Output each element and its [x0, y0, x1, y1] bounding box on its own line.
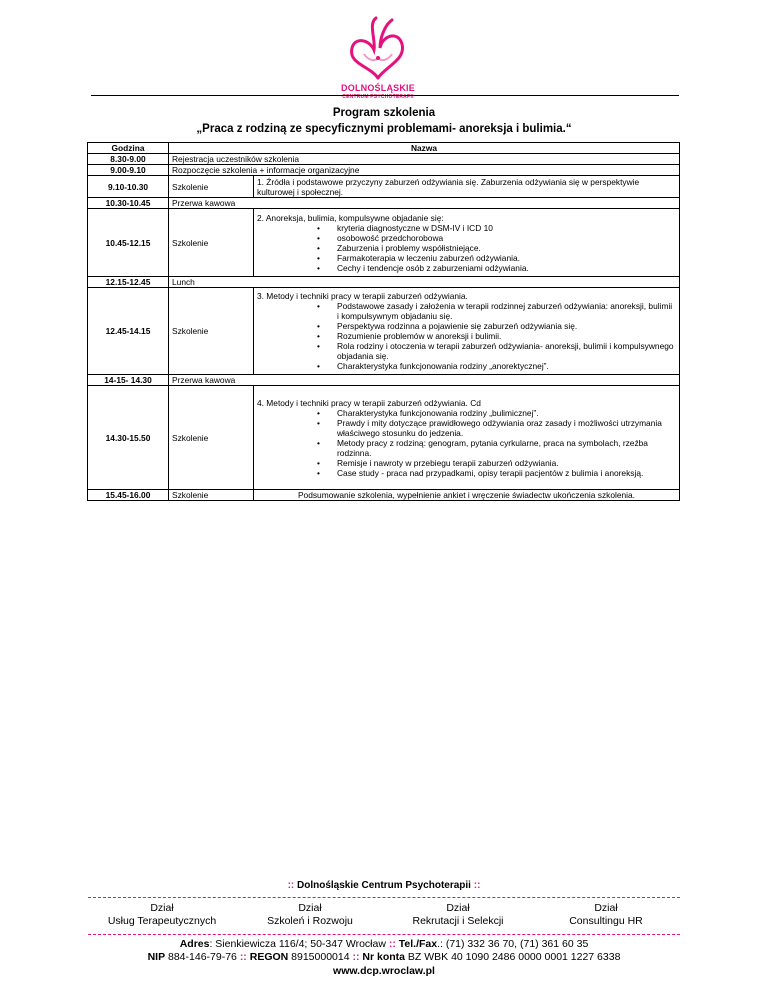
department-label: Dział: [446, 902, 470, 914]
row-time: 12.45-14.15: [88, 288, 169, 375]
department-item: [384, 902, 532, 928]
list-item: • Perspektywa rodzinna a pojawienie się zaburzeń odżywiania się.: [327, 321, 676, 331]
row-content-text: 1. Źródła i podstawowe przyczyny zaburzeń odżywiania się. Zaburzenia odżywiania się w perspektywie kulturowej i społecznej.: [257, 176, 640, 197]
row-time: 10.45-12.15: [88, 209, 169, 277]
row-time: 8.30-9.00: [88, 154, 169, 165]
row-content-text: Podsumowanie szkolenia, wypełnienie ankiet i wręczenie świadectw ukończenia szkolenia.: [297, 490, 636, 500]
list-item: • Charakterystyka funkcjonowania rodziny „anorektycznej”.: [327, 361, 676, 371]
schedule-table: [87, 142, 680, 501]
department-name: Rekrutacji i Selekcji: [412, 915, 504, 927]
bullet-list: [257, 301, 676, 371]
account-value: BZ WBK 40 1090 2486 0000 0001 1227 6338: [405, 951, 621, 963]
regon-value: 8915000014: [288, 951, 353, 963]
row-text: Przerwa kawowa: [169, 198, 680, 209]
header-divider: [91, 95, 679, 96]
row-content-heading: 3. Metody i techniki pracy w terapii zaburzeń odżywiania.: [257, 291, 468, 301]
row-content: [254, 490, 680, 501]
row-content: [254, 386, 680, 490]
tel-value: .: (71) 332 36 70, (71) 361 60 35: [437, 938, 589, 950]
document-subtitle: „Praca z rodziną ze specyficznymi problemami- anoreksja i bulimia.“: [196, 123, 572, 135]
row-time: 15.45-16.00: [88, 490, 169, 501]
header-name: Nazwa: [169, 143, 680, 154]
footer-org-name: Dolnośląskie Centrum Psychoterapii: [297, 880, 471, 891]
list-item: • osobowość przedchorobowa: [327, 233, 676, 243]
row-text: Przerwa kawowa: [169, 375, 680, 386]
department-label: Dział: [150, 902, 174, 914]
header-time: Godzina: [88, 143, 169, 154]
footer-separator: ::: [388, 938, 396, 950]
row-content-heading: 4. Metody i techniki pracy w terapii zaburzeń odżywiania. Cd: [257, 397, 481, 408]
row-time: 10.30-10.45: [88, 198, 169, 209]
department-list: [88, 902, 680, 928]
department-name: Szkoleń i Rozwoju: [267, 915, 353, 927]
list-item: • Charakterystyka funkcjonowania rodziny „bulimicznej”.: [327, 408, 676, 418]
footer-separator: ::: [352, 951, 360, 963]
row-content: [254, 288, 680, 375]
list-item: • Rola rodziny i otoczenia w terapii zaburzeń odżywiania- anoreksji, bulimii i kompulsywnego objadania się.: [327, 341, 676, 361]
footer-org-title: [88, 880, 680, 891]
row-time: 14.30-15.50: [88, 386, 169, 490]
company-logo: [318, 14, 438, 104]
table-row: [88, 277, 680, 288]
tel-label: Tel./Fax: [398, 938, 438, 950]
row-time: 14-15- 14.30: [88, 375, 169, 386]
row-type: Szkolenie: [169, 386, 254, 490]
table-row: [88, 490, 680, 501]
document-title: Program szkolenia: [332, 107, 436, 119]
row-type: Szkolenie: [169, 209, 254, 277]
footer-address-line: [88, 938, 680, 951]
row-type: Szkolenie: [169, 490, 254, 501]
list-item: • Farmakoterapia w leczeniu zaburzeń odżywiania.: [327, 253, 676, 263]
department-name: Consultingu HR: [569, 915, 643, 927]
logo-text-line1: DOLNOŚLĄSKIE: [341, 83, 415, 93]
row-type: Szkolenie: [169, 176, 254, 198]
footer-separator: ::: [239, 951, 247, 963]
list-item: • Case study - praca nad przypadkami, opisy terapii pacjentów z bulimia i anoreksją.: [327, 468, 676, 478]
row-time: 12.15-12.45: [88, 277, 169, 288]
table-row: [88, 386, 680, 490]
address-label: Adres: [179, 938, 210, 950]
table-header-row: [88, 143, 680, 154]
table-row: [88, 154, 680, 165]
department-label: Dział: [298, 902, 322, 914]
footer-separator: ::: [287, 880, 295, 891]
regon-label: REGON: [249, 951, 289, 963]
row-text: Rejestracja uczestników szkolenia: [169, 154, 680, 165]
department-name: Usług Terapeutycznych: [107, 915, 217, 927]
address-value: : Sienkiewicza 116/4; 50-347 Wrocław: [209, 938, 386, 950]
list-item: • kryteria diagnostyczne w DSM-IV i ICD 10: [327, 223, 676, 233]
row-text: Rozpoczęcie szkolenia + informacje organizacyjne: [169, 165, 680, 176]
bullet-list: [257, 408, 676, 478]
footer-divider-top: [88, 897, 680, 898]
footer-separator: ::: [473, 880, 481, 891]
row-time: 9.10-10.30: [88, 176, 169, 198]
logo-text-line2: CENTRUM PSYCHOTERAPII: [342, 94, 414, 100]
table-row: [88, 375, 680, 386]
list-item: • Cechy i tendencje osób z zaburzeniami odżywiania.: [327, 263, 676, 273]
table-row: [88, 165, 680, 176]
list-item: • Podstawowe zasady i założenia w terapii rodzinnej zaburzeń odżywiania: anoreksji, bulimii i kompulsywnym objadaniu się.: [327, 301, 676, 321]
row-type: Szkolenie: [169, 288, 254, 375]
row-content-heading: 2. Anoreksja, bulimia, kompulsywne objadanie się:: [257, 212, 444, 223]
list-item: • Prawdy i mity dotyczące prawidłowego odżywiania oraz zasady i możliwości utrzymania właściwego stosunku do jedzenia.: [327, 418, 676, 438]
website-link[interactable]: www.dcp.wroclaw.pl: [333, 965, 435, 977]
account-label: Nr konta: [362, 951, 405, 963]
department-item: [532, 902, 680, 928]
butterfly-logo-icon: [340, 14, 416, 82]
list-item: • Zaburzenia i problemy współistniejące.: [327, 243, 676, 253]
row-text: Lunch: [169, 277, 680, 288]
list-item: • Metody pracy z rodziną: genogram, pytania cyrkularne, praca na symbolach, rzeźba rodzinna.: [327, 438, 676, 458]
department-item: [88, 902, 236, 928]
row-content: [254, 209, 680, 277]
nip-value: 884-146-79-76: [165, 951, 240, 963]
list-item: • Rozumienie problemów w anoreksji i bulimii.: [327, 331, 676, 341]
list-item: • Remisje i nawroty w przebiegu terapii zaburzeń odżywiania.: [327, 458, 676, 468]
row-time: 9.00-9.10: [88, 165, 169, 176]
footer-divider-bottom: [88, 934, 680, 935]
bullet-list: [257, 223, 676, 273]
nip-label: NIP: [147, 951, 166, 963]
table-row: [88, 288, 680, 375]
department-item: [236, 902, 384, 928]
row-content: [254, 176, 680, 198]
table-row: [88, 198, 680, 209]
footer-registry-line: [88, 951, 680, 964]
table-row: [88, 209, 680, 277]
table-row: [88, 176, 680, 198]
department-label: Dział: [594, 902, 618, 914]
